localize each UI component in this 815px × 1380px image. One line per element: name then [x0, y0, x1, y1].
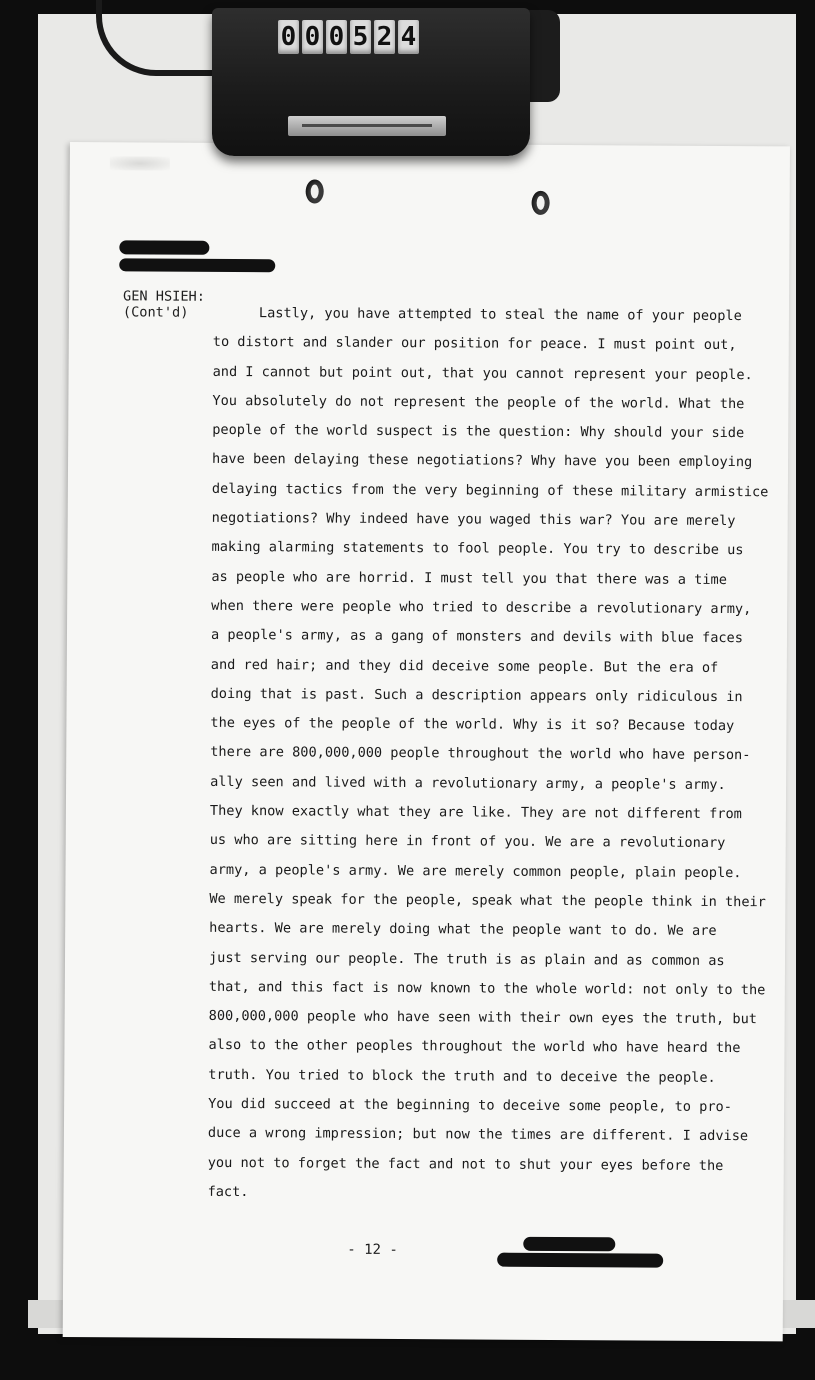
text-line: have been delaying these negotiations? Why have you been employing	[212, 451, 753, 471]
text-line: negotiations? Why indeed have you waged this war? You are merely	[211, 509, 736, 530]
text-line: to distort and slander our position for peace. I must point out,	[212, 334, 737, 354]
speaker-continuation-note: (Cont'd)	[122, 304, 189, 321]
text-line: when there were people who tried to describe a revolutionary army,	[211, 597, 752, 618]
text-line: just serving our people. The truth is as plain and as common as	[208, 949, 725, 969]
frame-counter-digits	[278, 20, 419, 54]
redaction-mark-bottom-1	[523, 1237, 615, 1252]
text-line: We merely speak for the people, speak what the people think in their	[209, 890, 766, 911]
text-line: delaying tactics from the very beginning of these military armistice	[211, 480, 769, 501]
text-line: fact.	[207, 1183, 249, 1201]
page-smudge	[110, 156, 170, 170]
text-line: doing that is past. Such a description appears only ridiculous in	[210, 685, 743, 705]
text-line: there are 800,000,000 people throughout the world who have person-	[210, 744, 751, 764]
text-line: you not to forget the fact and not to shut your eyes before the	[207, 1154, 724, 1174]
text-line: the eyes of the people of the world. Why is it so? Because today	[210, 715, 735, 735]
counter-digit: 4	[398, 20, 419, 54]
counter-nameplate	[288, 116, 446, 136]
text-line: duce a wrong impression; but now the times are different. I advise	[207, 1125, 749, 1145]
frame-counter	[212, 8, 530, 156]
counter-side-mount	[528, 10, 560, 102]
text-line: You absolutely do not represent the people of the world. What the	[212, 392, 745, 413]
counter-digit: 0	[278, 20, 299, 54]
document-page	[63, 142, 790, 1341]
text-line: and red hair; and they did deceive some people. But the era of	[210, 656, 719, 676]
text-line: ally seen and lived with a revolutionary army, a people's army.	[210, 773, 726, 793]
redaction-mark-top-1	[119, 240, 209, 255]
text-line: army, a people's army. We are merely common people, plain people.	[209, 861, 742, 881]
text-line: 800,000,000 people who have seen with their own eyes the truth, but	[208, 1007, 758, 1028]
counter-digit: 0	[326, 20, 347, 54]
text-line: You did succeed at the beginning to deceive some people, to pro-	[208, 1095, 732, 1116]
transcript-paragraph	[207, 299, 769, 1210]
speaker-name: GEN HSIEH:	[123, 288, 205, 305]
counter-digit: 2	[374, 20, 395, 54]
text-line: as people who are horrid. I must tell you that there was a time	[211, 568, 727, 588]
counter-digit: 0	[302, 20, 323, 54]
text-line: making alarming statements to fool people. You try to describe us	[211, 539, 744, 559]
text-line: also to the other peoples throughout the world who have heard the	[208, 1037, 741, 1057]
text-line: us who are sitting here in front of you. We are a revolutionary	[209, 832, 726, 852]
punch-hole-right	[532, 191, 550, 215]
text-line: and I cannot but point out, that you cannot represent your people.	[212, 363, 753, 383]
text-line: They know exactly what they are like. They are not different from	[209, 802, 742, 823]
text-line: people of the world suspect is the question: Why should your side	[212, 422, 745, 442]
text-line: a people's army, as a gang of monsters and devils with blue faces	[210, 627, 743, 647]
text-line: that, and this fact is now known to the whole world: not only to the	[208, 978, 766, 999]
counter-digit: 5	[350, 20, 371, 54]
text-line: hearts. We are merely doing what the people want to do. We are	[209, 920, 717, 940]
page-number: - 12 -	[347, 1241, 398, 1259]
redaction-mark-top-2	[119, 258, 275, 272]
redaction-mark-bottom-2	[497, 1253, 663, 1268]
text-line: Lastly, you have attempted to steal the name of your people	[258, 305, 742, 325]
text-line: truth. You tried to block the truth and to deceive the people.	[208, 1066, 716, 1086]
speaker-label	[123, 288, 205, 320]
punch-hole-left	[306, 179, 324, 203]
